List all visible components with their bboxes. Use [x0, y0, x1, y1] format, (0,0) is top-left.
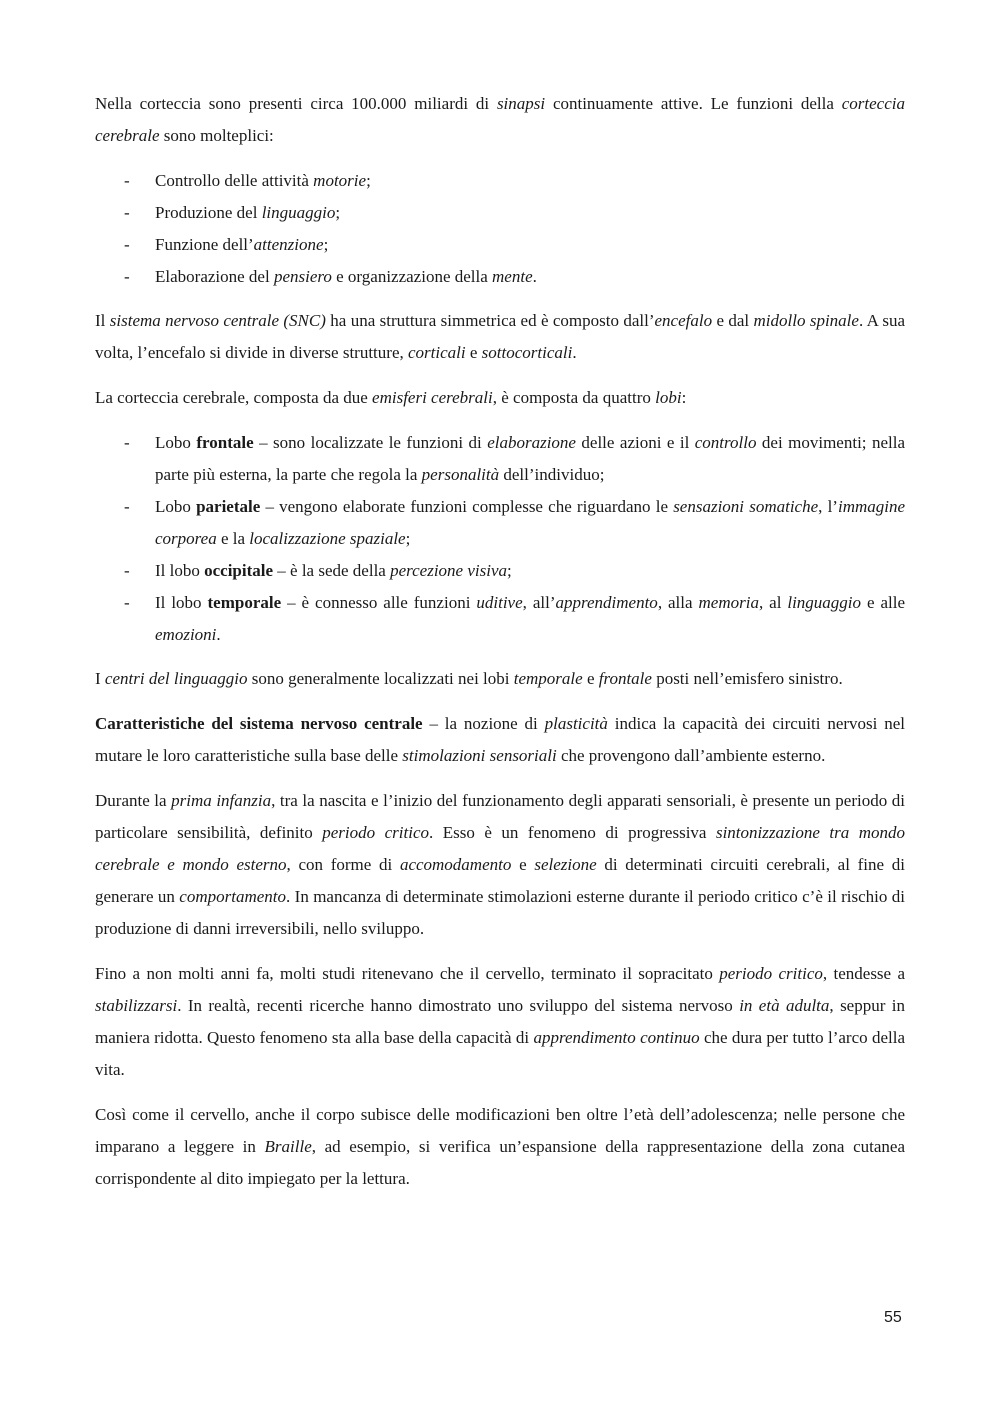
bullet-list — [95, 427, 905, 651]
list-dash-icon: - — [124, 171, 130, 190]
text-run: Lobo — [155, 433, 197, 452]
italic-text: pensiero — [273, 267, 332, 286]
italic-text: personalità — [421, 465, 500, 484]
text-run: continuamente attive. Le funzioni della — [545, 94, 842, 113]
text-run: – la nozione di — [422, 714, 545, 733]
text-run: – vengono elaborate funzioni complesse che riguardano le — [260, 497, 674, 516]
text-run: e dal — [712, 311, 754, 330]
italic-text: motorie — [313, 171, 367, 190]
text-run: ; — [507, 561, 512, 580]
text-run: Elaborazione del — [155, 267, 274, 286]
text-run: delle azioni e il — [575, 433, 695, 452]
italic-text: periodo critico — [719, 964, 823, 983]
text-run: di determinati circuiti cerebrali, al fine di generare un — [95, 855, 906, 906]
text-run: Il — [95, 311, 110, 330]
bold-text: frontale — [196, 433, 254, 452]
italic-text: accomodamento — [399, 855, 512, 874]
text-run: : — [681, 388, 687, 407]
paragraph — [95, 663, 905, 695]
text-run: . — [532, 267, 537, 286]
italic-text: stimolazioni sensoriali — [402, 746, 557, 765]
list-dash-icon: - — [124, 203, 130, 222]
text-run: , al — [758, 593, 788, 612]
text-run: e — [511, 855, 535, 874]
paragraph — [95, 785, 905, 945]
italic-text: prima infanzia — [171, 791, 272, 810]
bold-text: occipitale — [204, 561, 274, 580]
text-run: e la — [216, 529, 250, 548]
text-run: . — [572, 343, 577, 362]
text-run: sono molteplici: — [159, 126, 274, 145]
text-run: Nella corteccia sono presenti circa 100.000 miliardi di — [95, 94, 497, 113]
list-dash-icon: - — [124, 267, 130, 286]
list-item — [95, 261, 905, 293]
text-run: La corteccia cerebrale, composta da due — [95, 388, 373, 407]
italic-text: periodo critico — [322, 823, 429, 842]
text-run: e alle — [861, 593, 906, 612]
italic-text: Braille — [264, 1137, 312, 1156]
bold-text: temporale — [207, 593, 282, 612]
text-run: e organizzazione della — [331, 267, 493, 286]
text-run: , alla — [657, 593, 699, 612]
text-run: . In mancanza di determinate stimolazioni esterne durante il periodo critico c’è il rischio di produzione di danni irreversibili, nello sviluppo. — [95, 887, 905, 938]
italic-text: lobi — [655, 388, 682, 407]
italic-text: encefalo — [654, 311, 713, 330]
text-run: che dura per tutto l’arco della vita. — [95, 1028, 905, 1079]
text-run: Il lobo — [155, 593, 208, 612]
text-run: sono generalmente localizzati nei lobi — [247, 669, 514, 688]
italic-text: selezione — [534, 855, 597, 874]
text-run: , tendesse a — [822, 964, 906, 983]
text-run: , tra la nascita e l’inizio del funzionamento degli apparati sensoriali, è presente un periodo di particolare sensibilità, definito — [95, 791, 905, 842]
italic-text: apprendimento continuo — [533, 1028, 700, 1047]
text-run: che provengono dall’ambiente esterno. — [556, 746, 826, 765]
italic-text: corticali — [408, 343, 466, 362]
italic-text: localizzazione spaziale — [249, 529, 406, 548]
paragraph — [95, 958, 905, 1086]
italic-text: apprendimento — [555, 593, 658, 612]
text-run: Il lobo — [155, 561, 205, 580]
italic-text: corteccia cerebrale — [95, 94, 905, 145]
list-item — [95, 165, 905, 197]
text-run: e — [582, 669, 599, 688]
text-run: . Esso è un fenomeno di progressiva — [429, 823, 716, 842]
paragraph — [95, 708, 905, 772]
list-dash-icon: - — [124, 561, 130, 580]
text-run: – è connesso alle funzioni — [281, 593, 477, 612]
text-run: , ad esempio, si verifica un’espansione della rappresentazione della zona cutanea corrispondente al dito impiegato per la lettura. — [95, 1137, 905, 1188]
text-run: Controllo delle attività — [155, 171, 314, 190]
text-run: Produzione del — [155, 203, 262, 222]
text-run: ; — [366, 171, 371, 190]
italic-text: stabilizzarsi — [95, 996, 178, 1015]
paragraph — [95, 382, 905, 414]
italic-text: sinapsi — [496, 94, 546, 113]
italic-text: attenzione — [253, 235, 324, 254]
italic-text: emozioni — [155, 625, 217, 644]
document-page — [95, 88, 905, 1208]
bold-text: Caratteristiche del sistema nervoso centrale — [95, 714, 423, 733]
text-run: posti nell’emisfero sinistro. — [651, 669, 843, 688]
italic-text: sintonizzazione tra mondo cerebrale e mondo esterno — [95, 823, 905, 874]
italic-text: percezione visiva — [390, 561, 508, 580]
text-run: I — [95, 669, 105, 688]
text-run: ; — [323, 235, 329, 254]
italic-text: frontale — [598, 669, 652, 688]
italic-text: uditive — [476, 593, 523, 612]
italic-text: emisferi cerebrali — [372, 388, 493, 407]
text-run: , all’ — [522, 593, 556, 612]
text-run: ha una struttura simmetrica ed è composto dall’ — [325, 311, 655, 330]
italic-text: linguaggio — [787, 593, 862, 612]
paragraph — [95, 88, 905, 152]
paragraph — [95, 1099, 905, 1195]
text-run: Lobo — [155, 497, 197, 516]
italic-text: in età adulta — [739, 996, 830, 1015]
text-run: , è composta da quattro — [492, 388, 656, 407]
list-item — [95, 555, 905, 587]
list-dash-icon: - — [124, 497, 130, 516]
text-run: Così come il cervello, anche il corpo subisce delle modificazioni ben oltre l’età dell’adolescenza; nelle persone che imparano a leggere in — [95, 1105, 905, 1156]
text-run: ; — [335, 203, 341, 222]
list-item — [95, 427, 905, 491]
text-run: dei movimenti; nella parte più esterna, la parte che regola la — [155, 433, 905, 484]
text-run: indica la capacità dei circuiti nervosi nel mutare le loro caratteristiche sulla base delle — [95, 714, 905, 765]
italic-text: sistema nervoso centrale (SNC) — [109, 311, 326, 330]
list-dash-icon: - — [124, 593, 130, 612]
bullet-list — [95, 165, 905, 293]
italic-text: comportamento — [179, 887, 287, 906]
paragraph — [95, 305, 905, 369]
text-run: Funzione dell’ — [155, 235, 254, 254]
list-dash-icon: - — [124, 433, 130, 452]
italic-text: elaborazione — [487, 433, 576, 452]
italic-text: sensazioni somatiche — [673, 497, 819, 516]
bold-text: parietale — [196, 497, 261, 516]
page-number: 55 — [884, 1309, 902, 1326]
italic-text: centri del linguaggio — [104, 669, 248, 688]
italic-text: linguaggio — [261, 203, 336, 222]
text-run: , l’ — [818, 497, 838, 516]
list-item — [95, 197, 905, 229]
italic-text: plasticità — [544, 714, 608, 733]
text-run: . A sua volta, l’encefalo si divide in diverse strutture, — [95, 311, 906, 362]
list-item — [95, 229, 905, 261]
italic-text: immagine corporea — [155, 497, 906, 548]
text-run: Fino a non molti anni fa, molti studi ritenevano che il cervello, terminato il sopracitato — [95, 964, 720, 983]
text-run: ; — [405, 529, 411, 548]
text-run: , con forme di — [286, 855, 400, 874]
italic-text: sottocorticali — [481, 343, 573, 362]
text-run: , seppur in maniera ridotta. Questo fenomeno sta alla base della capacità di — [95, 996, 906, 1047]
italic-text: midollo spinale — [753, 311, 859, 330]
text-run: Durante la — [95, 791, 172, 810]
italic-text: mente — [492, 267, 533, 286]
text-run: e — [465, 343, 482, 362]
text-run: . — [216, 625, 221, 644]
text-run: – è la sede della — [273, 561, 391, 580]
text-run: . In realtà, recenti ricerche hanno dimostrato uno sviluppo del sistema nervoso — [177, 996, 740, 1015]
text-run: dell’individuo; — [499, 465, 605, 484]
text-run: – sono localizzate le funzioni di — [253, 433, 488, 452]
list-item — [95, 491, 905, 555]
italic-text: memoria — [698, 593, 759, 612]
list-dash-icon: - — [124, 235, 130, 254]
list-item — [95, 587, 905, 651]
italic-text: temporale — [513, 669, 583, 688]
italic-text: controllo — [694, 433, 757, 452]
